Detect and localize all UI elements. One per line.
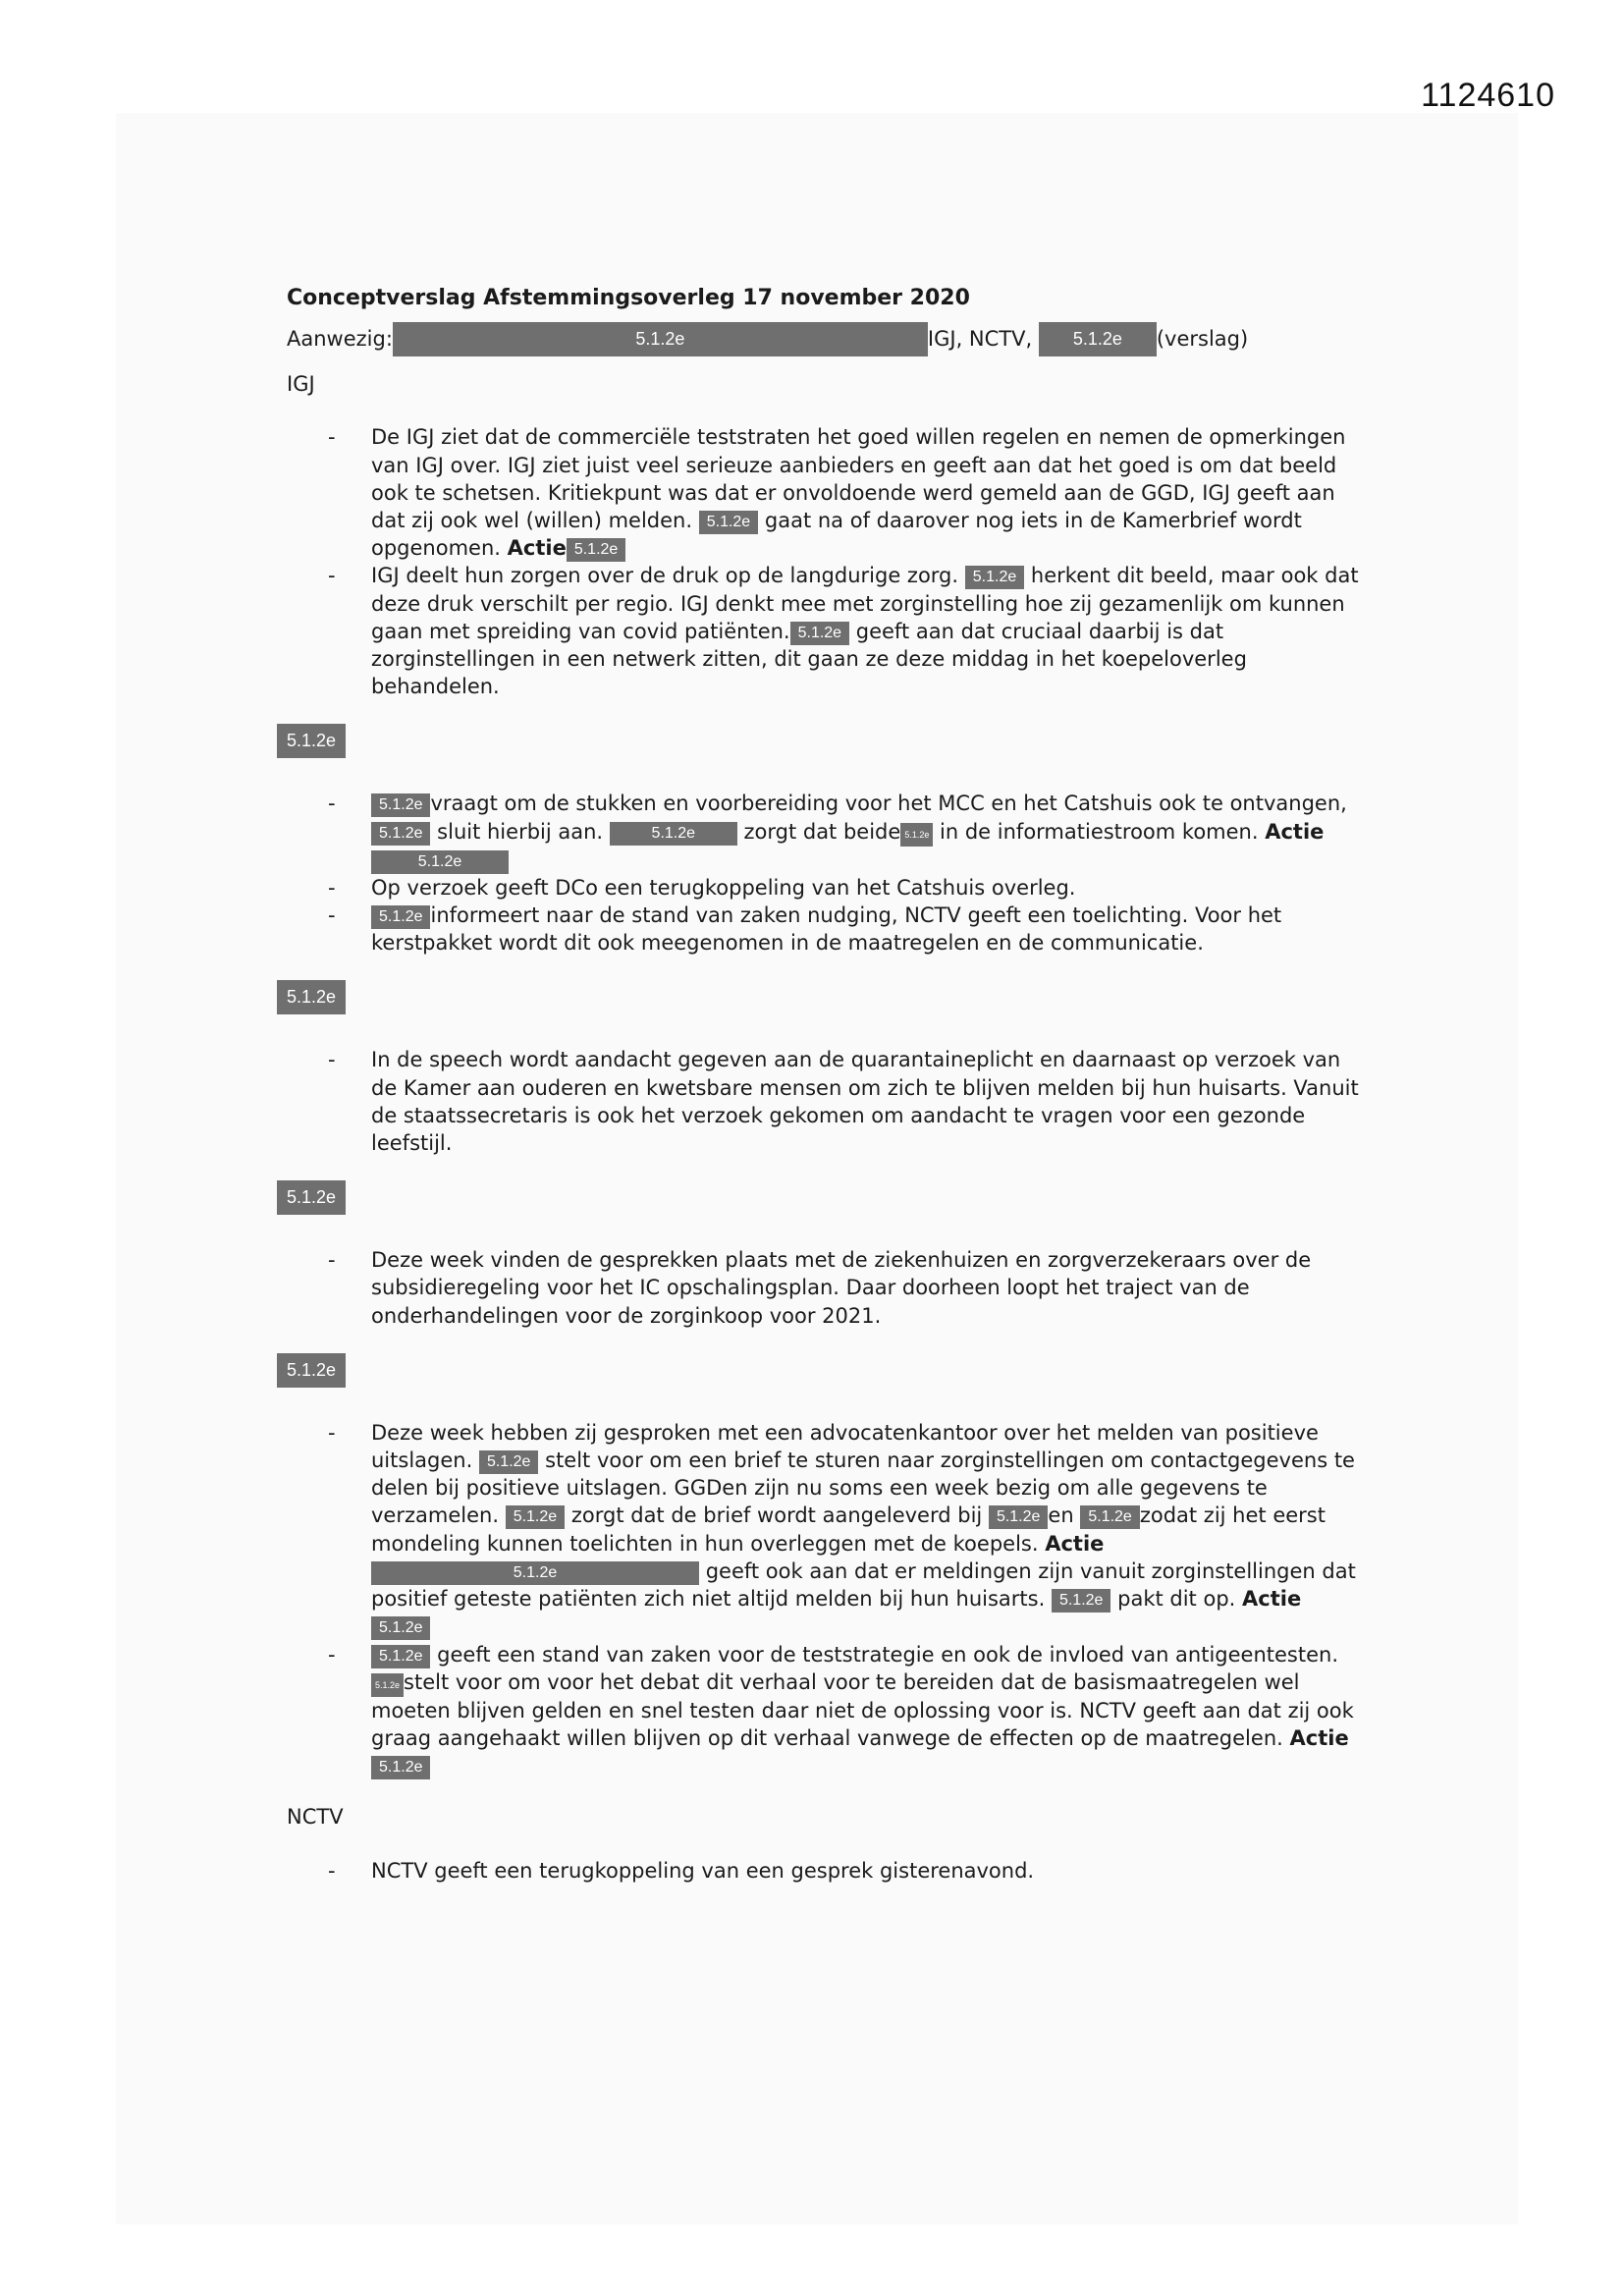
item-text: pakt dit op. <box>1117 1587 1236 1612</box>
item-text: informeert naar de stand van zaken nudging, NCTV geeft een toelichting. Voor het kerstpakket wordt dit ook meegenomen in de maatregelen en de communicatie. <box>371 903 1282 956</box>
item-text: zorgt dat de brief wordt aangeleverd bij <box>570 1503 983 1528</box>
document-title: Conceptverslag Afstemmingsoverleg 17 november 2020 <box>287 286 970 310</box>
item-text: vraagt om de stukken en voorbereiding voor het MCC en het Catshuis ook te ontvangen, <box>430 792 1347 816</box>
redaction-box: 5.1.2e <box>371 1756 430 1779</box>
attendance-line <box>287 322 1367 356</box>
redaction-box: 5.1.2e <box>1039 322 1157 356</box>
section2-list <box>287 790 1367 957</box>
item-text: In de speech wordt aandacht gegeven aan de quarantaineplicht en daarnaast op verzoek van de Kamer aan ouderen en kwetsbare mensen om zich te blijven melden bij hun huisarts. Vanuit de staatssecretaris is ook het verzoek gekomen om aandacht te vragen voor een gezonde leefstijl. <box>371 1048 1359 1156</box>
item-text: stelt voor om een brief te sturen naar zorginstellingen om contactgegevens te delen bij positieve uitslagen. GGDen zijn nu soms een week bezig om alle gegevens te verzamelen. <box>371 1449 1355 1528</box>
list-item <box>287 790 1367 873</box>
item-text: Op verzoek geeft DCo een terugkoppeling van het Catshuis overleg. <box>371 875 1076 900</box>
redaction-box: 5.1.2e <box>371 1561 699 1585</box>
list-item <box>287 1419 1367 1641</box>
action-label: Actie <box>507 536 567 561</box>
attendance-label: Aanwezig: <box>287 327 393 352</box>
redacted-section-heading: 5.1.2e <box>277 1353 346 1388</box>
item-text: gaat na of daarover nog iets in de Kamerbrief wordt opgenomen. <box>371 509 1302 561</box>
section5-list <box>287 1419 1367 1779</box>
document-number: 1124610 <box>1421 77 1555 114</box>
redaction-box: 5.1.2e <box>371 1616 430 1640</box>
redaction-box: 5.1.2e <box>371 1645 430 1668</box>
item-text: De IGJ ziet dat de commerciële teststraten het goed willen regelen en nemen de opmerkingen van IGJ over. IGJ ziet juist veel serieuze aanbieders en geeft aan dat het goed is om dat beeld ook te schetsen. Kritiekpunt was dat er onvoldoende werd gemeld aan de GGD, IGJ geeft aan dat zij ook wel (willen) melden. <box>371 425 1346 533</box>
section-heading-igj: IGJ <box>287 372 315 397</box>
redacted-section-heading: 5.1.2e <box>277 1180 346 1215</box>
item-text: stelt voor om voor het debat dit verhaal voor te bereiden dat de basismaatregelen wel moeten blijven gelden en snel testen daar niet de oplossing voor is. NCTV geeft aan dat zij ook graag aangehaakt willen blijven op dit verhaal vanwege de effecten op de maatregelen. <box>371 1669 1354 1750</box>
redaction-box: 5.1.2e <box>790 622 849 645</box>
item-text: geeft aan dat cruciaal daarbij is dat zorginstellingen in een netwerk zitten, dit gaan ze deze middag in het koepeloverleg behandelen. <box>371 619 1247 699</box>
redaction-box: 5.1.2e <box>567 538 625 562</box>
redaction-box: 5.1.2e <box>699 511 758 534</box>
redaction-box: 5.1.2e <box>371 905 430 929</box>
redaction-box: 5.1.2e <box>965 566 1024 589</box>
list-item <box>287 1046 1367 1157</box>
redaction-box: 5.1.2e <box>393 322 928 356</box>
list-item <box>287 423 1367 562</box>
redaction-box: 5.1.2e <box>371 822 430 846</box>
item-text: herkent dit beeld, maar ook dat deze druk verschilt per regio. IGJ denkt mee met zorginstelling hoe zij gezamenlijk om kunnen gaan met spreiding van covid patiënten. <box>371 564 1359 643</box>
redaction-box: 5.1.2e <box>371 1673 404 1697</box>
redaction-box: 5.1.2e <box>610 822 737 846</box>
redacted-section-heading: 5.1.2e <box>277 980 346 1014</box>
item-text: Deze week vinden de gesprekken plaats met de ziekenhuizen en zorgverzekeraars over de subsidieregeling voor het IC opschalingsplan. Daar doorheen loopt het traject van de onderhandelingen voor de zorginkoop voor 2021. <box>371 1248 1312 1328</box>
attendance-end: (verslag) <box>1156 327 1249 352</box>
list-item <box>287 562 1367 700</box>
redaction-box: 5.1.2e <box>371 850 509 874</box>
document-body <box>287 285 1367 1908</box>
nctv-list <box>287 1857 1367 1885</box>
item-text: en <box>1048 1503 1074 1528</box>
action-label: Actie <box>1045 1531 1105 1556</box>
section-heading-nctv: NCTV <box>287 1805 344 1830</box>
list-item <box>287 902 1367 957</box>
attendance-mid: IGJ, NCTV, <box>927 327 1033 352</box>
item-text: IGJ deelt hun zorgen over de druk op de langdurige zorg. <box>371 564 959 588</box>
list-item <box>287 1246 1367 1330</box>
item-text: zorgt dat beide <box>743 819 901 844</box>
item-text: in de informatiestroom komen. <box>940 819 1259 844</box>
section3-list <box>287 1046 1367 1157</box>
redaction-box: 5.1.2e <box>989 1505 1048 1529</box>
list-item <box>287 874 1367 902</box>
list-item <box>287 1857 1367 1885</box>
redaction-box: 5.1.2e <box>371 793 430 817</box>
action-label: Actie <box>1265 819 1325 844</box>
action-label: Actie <box>1289 1725 1349 1750</box>
redaction-box: 5.1.2e <box>506 1505 565 1529</box>
igj-list <box>287 423 1367 700</box>
redaction-box: 5.1.2e <box>1080 1505 1139 1529</box>
redaction-box: 5.1.2e <box>1052 1589 1110 1613</box>
list-item <box>287 1641 1367 1780</box>
redacted-section-heading: 5.1.2e <box>277 724 346 758</box>
item-text: geeft ook aan dat er meldingen zijn vanuit zorginstellingen dat positief geteste patiënten zich niet altijd melden bij hun huisarts. <box>371 1558 1356 1612</box>
item-text: geeft een stand van zaken voor de teststrategie en ook de invloed van antigeentesten. <box>437 1642 1339 1667</box>
item-text: Deze week hebben zij gesproken met een advocatenkantoor over het melden van positieve uitslagen. <box>371 1420 1319 1473</box>
redaction-box: 5.1.2e <box>900 823 933 847</box>
action-label: Actie <box>1242 1587 1302 1612</box>
item-text: zodat zij het eerst mondeling kunnen toelichten in hun overleggen met de koepels. <box>371 1503 1326 1556</box>
item-text: sluit hierbij aan. <box>437 819 604 844</box>
redaction-box: 5.1.2e <box>479 1450 538 1474</box>
section4-list <box>287 1246 1367 1330</box>
item-text: NCTV geeft een terugkoppeling van een gesprek gisterenavond. <box>371 1858 1035 1883</box>
